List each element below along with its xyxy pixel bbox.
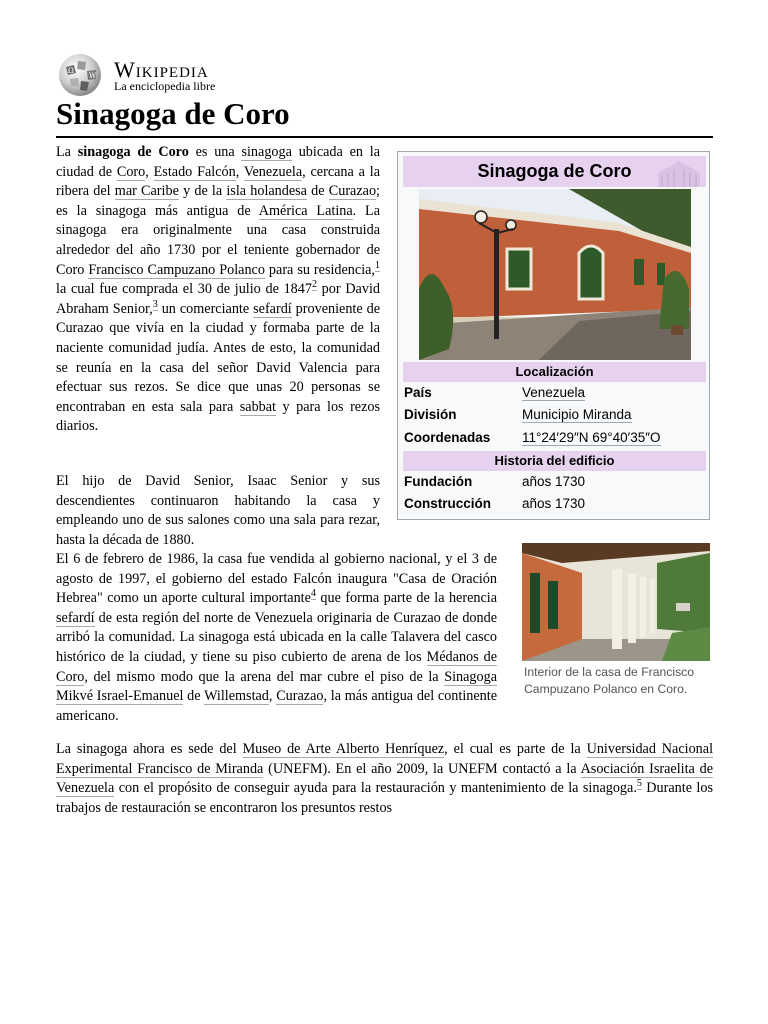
reference-link[interactable]: 1 — [374, 259, 380, 271]
infobox-title: Sinagoga de Coro — [403, 156, 706, 187]
article-link[interactable]: América Latina — [258, 202, 353, 219]
reference-link[interactable]: 2 — [311, 279, 317, 291]
infobox-label-division: División — [404, 407, 457, 422]
article-link[interactable]: Sinagoga Mikvé Israel-Emanuel — [56, 668, 497, 705]
article-link[interactable]: Curazao — [276, 688, 324, 705]
article-link[interactable]: Asociación Israelita de Venezuela — [56, 760, 713, 797]
article-paragraph-3: La sinagoga ahora es sede del Museo de Arte Alberto Henríquez, el cual es parte de la Universidad Nacional Experimental Francisco de Miranda (UNEFM). En el año 2009, la UNEFM contactó a la Asociación Israelita de Venezuela con el propósito de conseguir ayuda para la restauración y mantenimiento de la sinagoga.$^5$ Durante los trabajos de restauración se encontraron los presuntos restos — [56, 741, 714, 816]
wikipedia-globe-logo[interactable] — [56, 53, 106, 97]
article-link[interactable]: Coro — [116, 163, 146, 180]
reference-link[interactable]: 4 — [310, 588, 316, 600]
thumb-caption: Interior de la casa de Francisco Campuzano Polanco en Coro. — [524, 665, 695, 696]
wikipedia-tagline: La enciclopedia libre — [114, 79, 216, 93]
svg-text:Ω: Ω — [68, 67, 74, 75]
article-link[interactable]: Venezuela — [243, 163, 303, 180]
infobox-section-localizacion: Localización — [403, 362, 706, 382]
title-divider — [56, 136, 713, 138]
infobox-label-coordenadas: Coordenadas — [404, 430, 491, 445]
infobox-value-fundacion: años 1730 — [522, 474, 586, 489]
infobox — [397, 151, 710, 520]
article-link[interactable]: sefardí — [253, 300, 292, 317]
article-link[interactable]: sefardí — [56, 609, 95, 626]
building-icon — [654, 157, 704, 187]
article-link[interactable]: Estado Falcón — [153, 163, 236, 180]
infobox-label-fundacion: Fundación — [404, 474, 473, 489]
article-link[interactable]: Francisco Campuzano Polanco — [88, 261, 265, 278]
article-paragraph-1: La sinagoga de Coro es una sinagoga ubicada en la ciudad de Coro, Estado Falcón, Venezuela, cercana a la ribera del mar Caribe y de la isla holandesa de Curazao; es la sinagoga más antigua de América Latina. La sinagoga era originalmente una casa construida alrededor del año 1730 por el teniente gobernador de Coro Francisco Campuzano Polanco para su residencia,$^1$ la cual fue comprada el 30 de julio de 1847$^2$ por David Abraham Senior,$^3$ un comerciante sefardí proveniente de Curazao que vivía en la ciudad y formaba parte de la naciente comunidad judía. Antes de esto, la comunidad se reunía en la casa del señor David Valencia para efectuar sus rezos. Se dice que unas 20 personas se encontraban en esta sala para sabbat y para los rezos diarios. — [56, 144, 381, 435]
article-link[interactable]: sinagoga — [241, 144, 292, 160]
bold-term: sinagoga de Coro — [77, 144, 189, 160]
infobox-section-historia: Historia del edificio — [403, 451, 706, 471]
article-paragraph-2: El 6 de febrero de 1986, la casa fue vendida al gobierno nacional, y el 3 de agosto de 1997, el gobierno del estado Falcón inaugura "Casa de Oración Hebrea" como un aporte cultural importante$^4$ que forma parte de la herencia sefardí de esta región del norte de Venezuela originaria de Curazao de donde arribó la comunidad. La sinagoga está ubicada en la calle Talavera del casco histórico de la ciudad, y tiene su piso cubierto de arena de los Médanos de Coro, del mismo modo que la arena del mar cubre el piso de la Sinagoga Mikvé Israel-Emanuel de Willemstad, Curazao, la más antigua del continente americano. — [56, 551, 498, 724]
page-title: Sinagoga de Coro — [56, 96, 290, 131]
reference-link[interactable]: 3 — [152, 299, 158, 311]
infobox-value-coordenadas[interactable]: 11°24′29″N 69°40′35″O — [522, 430, 661, 445]
reference-link[interactable]: 5 — [636, 778, 642, 790]
wikipedia-wordmark: Wikipedia — [114, 57, 209, 82]
article-paragraph-2-intro: El hijo de David Senior, Isaac Senior y sus descendientes continuaron habitando la casa y empleando uno de sus salones como una sala para rezar, hasta la década de 1880. — [56, 473, 380, 548]
article-link[interactable]: Universidad Nacional Experimental Francisco de Miranda — [56, 741, 714, 777]
article-link[interactable]: Curazao — [328, 183, 377, 200]
article-link[interactable]: mar Caribe — [114, 183, 179, 200]
infobox-value-construccion: años 1730 — [522, 496, 586, 511]
article-link[interactable]: Museo de Arte Alberto Henríquez — [242, 741, 445, 757]
article-link[interactable]: sabbat — [239, 398, 276, 415]
article-link[interactable]: isla holandesa — [226, 183, 307, 200]
svg-text:W: W — [89, 72, 97, 80]
article-link[interactable]: Médanos de Coro — [56, 648, 498, 685]
sinagoga-facade-photo — [419, 189, 691, 360]
infobox-value-pais[interactable]: Venezuela — [522, 385, 586, 400]
infobox-label-construccion: Construcción — [404, 496, 492, 511]
infobox-value-division[interactable]: Municipio Miranda — [522, 407, 632, 422]
article-link[interactable]: Willemstad — [204, 688, 269, 705]
interior-courtyard-photo[interactable] — [522, 543, 710, 661]
infobox-label-pais: País — [404, 385, 432, 400]
